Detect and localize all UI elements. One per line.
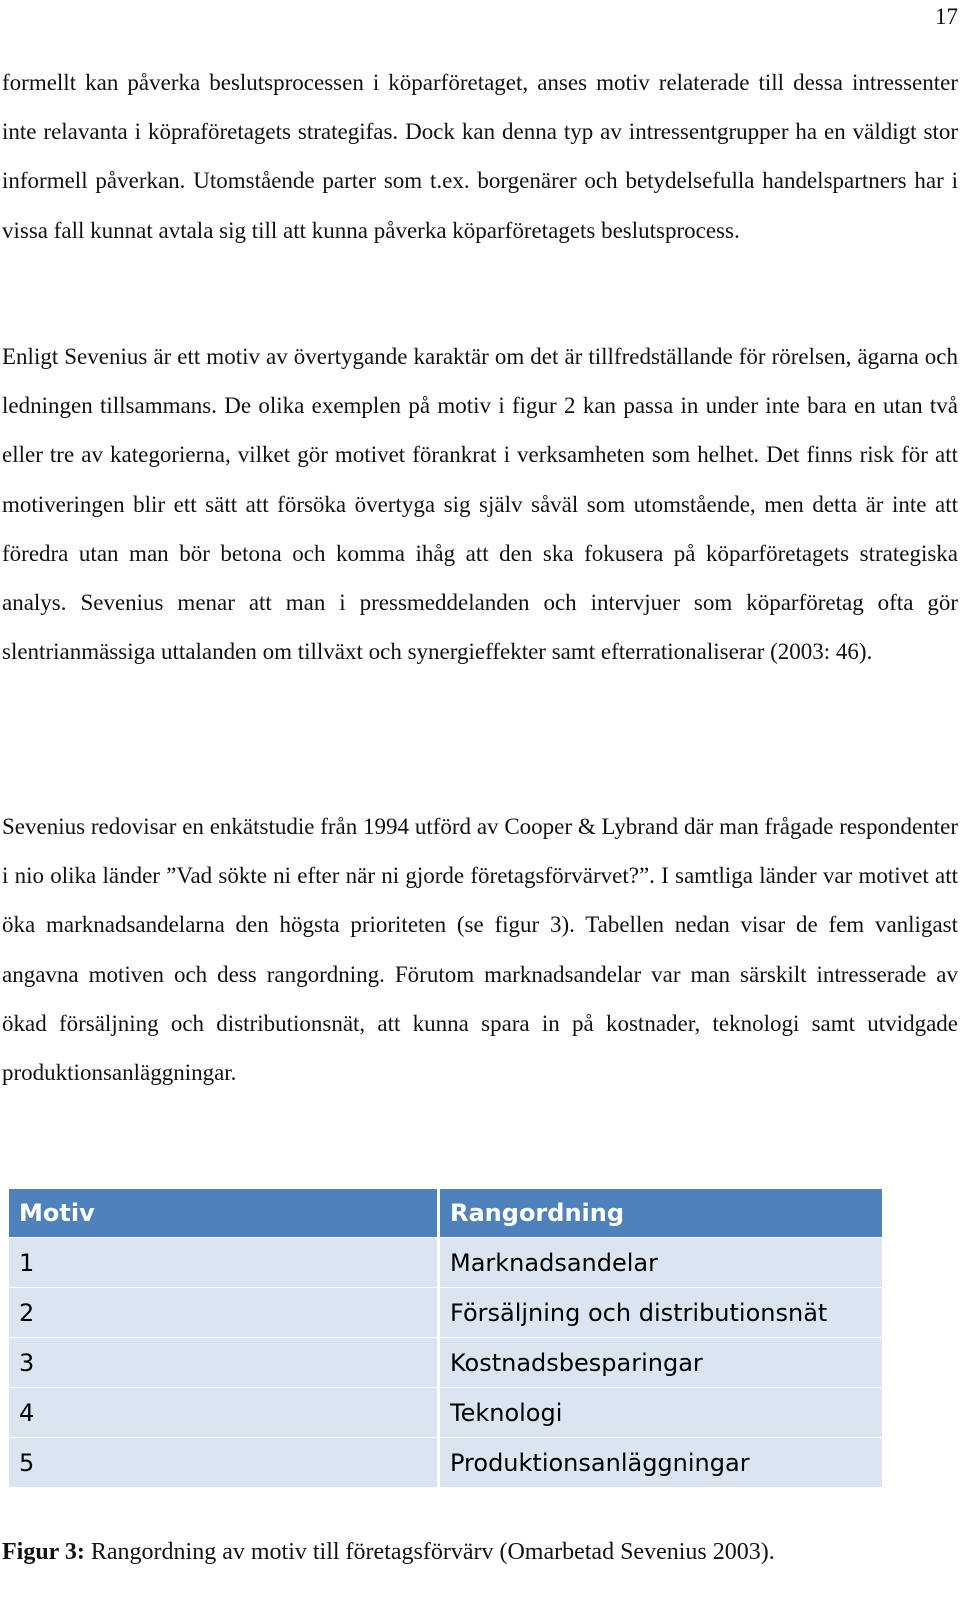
table-row: [9, 1238, 884, 1288]
row-motiv-number: 2: [9, 1288, 439, 1338]
figure-caption-label: Figur 3:: [2, 1539, 85, 1565]
row-motiv-name: Produktionsanläggningar: [439, 1438, 884, 1488]
motiv-ranking-table: [9, 1189, 885, 1488]
table-row: [9, 1288, 884, 1338]
row-motiv-number: 1: [9, 1238, 439, 1288]
body-paragraph-1: formellt kan påverka beslutsprocessen i köparföretaget, anses motiv relaterade till dessa intressenter inte relavanta i köpraföretagets strategifas. Dock kan denna typ av intressentgrupper ha en väldigt stor informell påverkan. Utomstående parter som t.ex. borgenärer och betydelsefulla handelspartners har i vissa fall kunnat avtala sig till att kunna påverka köparföretagets beslutsprocess.: [2, 70, 958, 243]
table-header-row: [9, 1189, 884, 1238]
table-row: [9, 1438, 884, 1488]
body-paragraph-3: Sevenius redovisar en enkätstudie från 1994 utförd av Cooper & Lybrand där man frågade respondenter i nio olika länder ”Vad sökte ni efter när ni gjorde företagsförvärvet?”. I samtliga länder var motivet att öka marknadsandelarna den högsta prioriteten (se figur 3). Tabellen nedan visar de fem vanligast angavna motiven och dess rangordning. Förutom marknadsandelar var man särskilt intresserade av ökad försäljning och distributionsnät, att kunna spara in på kostnader, teknologi samt utvidgade produktionsanläggningar.: [2, 814, 958, 1086]
row-motiv-name: Marknadsandelar: [439, 1238, 884, 1288]
table-row: [9, 1338, 884, 1388]
row-motiv-name: Teknologi: [439, 1388, 884, 1438]
figure-caption-text: Rangordning av motiv till företagsförvärv (Omarbetad Sevenius 2003).: [84, 1539, 775, 1565]
page-number: 17: [935, 4, 958, 29]
table-row: [9, 1388, 884, 1438]
header-cell-motiv: Motiv: [9, 1189, 439, 1238]
motiv-table-container: [9, 1189, 885, 1488]
header-cell-rangordning: Rangordning: [439, 1189, 884, 1238]
row-motiv-name: Kostnadsbesparingar: [439, 1338, 884, 1388]
row-motiv-name: Försäljning och distributionsnät: [439, 1288, 884, 1338]
row-motiv-number: 4: [9, 1388, 439, 1438]
body-paragraph-2: Enligt Sevenius är ett motiv av övertygande karaktär om det är tillfredställande för rörelsen, ägarna och ledningen tillsammans. De olika exemplen på motiv i figur 2 kan passa in under inte bara en utan två eller tre av kategorierna, vilket gör motivet förankrat i verksamheten som helhet. Det finns risk för att motiveringen blir ett sätt att försöka övertyga sig själv såväl som utomstående, men detta är inte att föredra utan man bör betona och komma ihåg att den ska fokusera på köparföretagets strategiska analys. Sevenius menar att man i pressmeddelanden och intervjuer som köparföretag ofta gör slentrianmässiga uttalanden om tillväxt och synergieffekter samt efterrationaliserar (2003: 46).: [2, 344, 958, 665]
row-motiv-number: 3: [9, 1338, 439, 1388]
figure-caption: [2, 1533, 775, 1571]
row-motiv-number: 5: [9, 1438, 439, 1488]
